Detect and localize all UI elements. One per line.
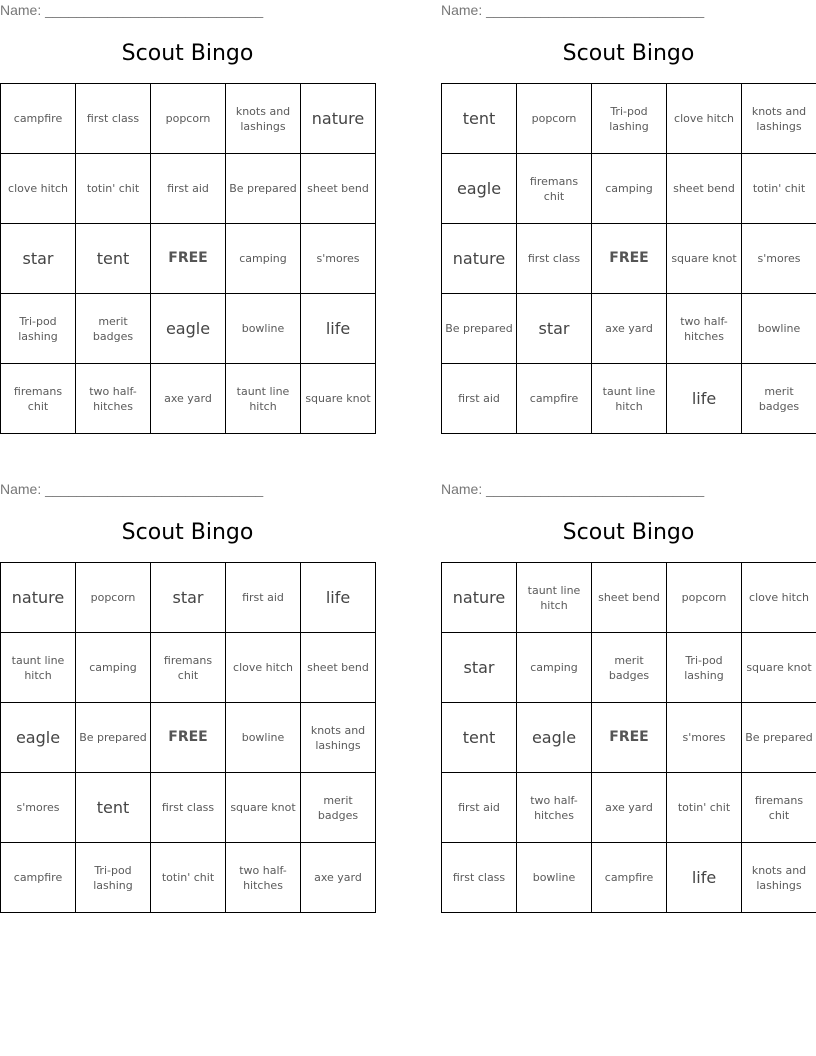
bingo-cell-text: Be prepared <box>445 322 513 335</box>
bingo-cell-text: nature <box>452 249 506 268</box>
bingo-cell-text: first aid <box>458 801 500 814</box>
bingo-cell-text: square knot <box>671 252 737 265</box>
bingo-cell-text: star <box>22 249 54 268</box>
bingo-cell-text: axe yard <box>605 322 653 335</box>
bingo-cell-text: camping <box>530 661 578 674</box>
bingo-cell-text: Tri-pod lashing <box>93 863 133 892</box>
bingo-row <box>442 364 816 434</box>
bingo-cell-text: FREE <box>168 250 208 266</box>
bingo-cell-text: clove hitch <box>233 661 293 674</box>
bingo-cell-text: star <box>172 588 204 607</box>
bingo-cell-text: axe yard <box>164 392 212 405</box>
bingo-row <box>442 224 816 294</box>
bingo-cell[interactable] <box>742 843 816 913</box>
bingo-cell[interactable] <box>76 224 151 294</box>
bingo-cell[interactable] <box>226 154 301 224</box>
bingo-cell[interactable] <box>151 703 226 773</box>
bingo-cell-text: firemans chit <box>529 174 579 203</box>
bingo-cell[interactable] <box>517 84 592 154</box>
bingo-cell[interactable] <box>301 563 376 633</box>
bingo-cell-text: FREE <box>609 250 649 266</box>
bingo-cell[interactable] <box>1 294 76 364</box>
bingo-cell-text: axe yard <box>314 871 362 884</box>
bingo-cell-text: campfire <box>604 871 654 884</box>
bingo-cell-text: camping <box>89 661 137 674</box>
bingo-cell-text: star <box>463 658 495 677</box>
bingo-cell-text: firemans chit <box>754 793 804 822</box>
bingo-cell-text: nature <box>311 109 365 128</box>
bingo-cell-text: life <box>325 588 351 607</box>
bingo-cell-text: tent <box>462 728 496 747</box>
bingo-cell-text: FREE <box>168 729 208 745</box>
bingo-cell[interactable] <box>76 364 151 434</box>
bingo-cell-text: sheet bend <box>598 591 660 604</box>
bingo-cell[interactable] <box>742 703 816 773</box>
bingo-cell-text: eagle <box>531 728 577 747</box>
bingo-cell[interactable] <box>226 773 301 843</box>
bingo-cell[interactable] <box>151 294 226 364</box>
bingo-cell[interactable] <box>592 843 667 913</box>
bingo-cell[interactable] <box>301 703 376 773</box>
bingo-cell[interactable] <box>1 224 76 294</box>
bingo-cell-text: sheet bend <box>307 661 369 674</box>
bingo-cell-text: first class <box>527 252 581 265</box>
bingo-grid <box>0 83 376 434</box>
bingo-cell[interactable] <box>226 843 301 913</box>
bingo-cell-text: firemans chit <box>13 384 63 413</box>
bingo-cell[interactable] <box>592 563 667 633</box>
bingo-cell[interactable] <box>151 773 226 843</box>
bingo-cell-text: s'mores <box>16 801 60 814</box>
bingo-cell-text: knots and lashings <box>310 723 366 752</box>
card-title: Scout Bingo <box>562 520 695 545</box>
bingo-cell-text: square knot <box>230 801 296 814</box>
bingo-cell[interactable] <box>226 633 301 703</box>
bingo-grid <box>441 83 816 434</box>
bingo-cell[interactable] <box>442 633 517 703</box>
bingo-cell[interactable] <box>592 224 667 294</box>
bingo-cell-text: totin' chit <box>752 182 806 195</box>
bingo-cell[interactable] <box>592 294 667 364</box>
bingo-cell-text: camping <box>605 182 653 195</box>
bingo-cell[interactable] <box>442 154 517 224</box>
bingo-cell[interactable] <box>442 563 517 633</box>
bingo-cell[interactable] <box>742 224 816 294</box>
bingo-cell[interactable] <box>517 843 592 913</box>
bingo-cell-text: Tri-pod lashing <box>609 104 649 133</box>
bingo-cell[interactable] <box>742 633 816 703</box>
bingo-cell[interactable] <box>517 563 592 633</box>
bingo-cell-text: s'mores <box>682 731 726 744</box>
bingo-row <box>1 154 376 224</box>
bingo-cell-text: nature <box>11 588 65 607</box>
bingo-cell[interactable] <box>592 84 667 154</box>
bingo-row <box>442 843 816 913</box>
bingo-cell[interactable] <box>517 364 592 434</box>
bingo-cell[interactable] <box>76 154 151 224</box>
bingo-cell[interactable] <box>1 563 76 633</box>
bingo-cell-text: square knot <box>305 392 371 405</box>
bingo-row <box>442 703 816 773</box>
bingo-cell[interactable] <box>517 703 592 773</box>
bingo-row <box>1 224 376 294</box>
bingo-cell-text: first aid <box>167 182 209 195</box>
bingo-row <box>442 633 816 703</box>
bingo-cell-text: Be prepared <box>745 731 813 744</box>
bingo-grid <box>441 562 816 913</box>
bingo-cell-text: Tri-pod lashing <box>684 653 724 682</box>
bingo-cell-text: FREE <box>609 729 649 745</box>
bingo-cell[interactable] <box>151 154 226 224</box>
bingo-cell-text: two half-hitches <box>530 793 578 822</box>
bingo-cell[interactable] <box>1 364 76 434</box>
bingo-cell[interactable] <box>301 294 376 364</box>
bingo-cell[interactable] <box>517 154 592 224</box>
bingo-cell[interactable] <box>1 633 76 703</box>
bingo-cell-text: bowline <box>241 731 285 744</box>
bingo-cell-text: first aid <box>242 591 284 604</box>
bingo-cell[interactable] <box>592 633 667 703</box>
bingo-cell[interactable] <box>742 364 816 434</box>
bingo-cell[interactable] <box>517 633 592 703</box>
bingo-cell[interactable] <box>301 364 376 434</box>
bingo-cell-text: first aid <box>458 392 500 405</box>
bingo-cell-text: bowline <box>241 322 285 335</box>
bingo-cell-text: merit badges <box>758 384 800 413</box>
bingo-cell-text: first class <box>161 801 215 814</box>
bingo-cell[interactable] <box>517 224 592 294</box>
bingo-cell-text: two half-hitches <box>680 314 728 343</box>
bingo-row <box>1 773 376 843</box>
bingo-cell[interactable] <box>1 154 76 224</box>
bingo-cell-text: axe yard <box>605 801 653 814</box>
bingo-cell-text: popcorn <box>165 112 211 125</box>
bingo-row <box>1 703 376 773</box>
bingo-cell-text: first class <box>86 112 140 125</box>
bingo-cell[interactable] <box>592 703 667 773</box>
bingo-cell-text: Be prepared <box>79 731 147 744</box>
name-field[interactable]: Name: ____________________________ <box>0 2 264 18</box>
bingo-cell[interactable] <box>301 84 376 154</box>
bingo-cell[interactable] <box>1 703 76 773</box>
bingo-cell-text: two half-hitches <box>89 384 137 413</box>
bingo-cell-text: totin' chit <box>161 871 215 884</box>
bingo-cell[interactable] <box>151 843 226 913</box>
bingo-cell-text: Be prepared <box>229 182 297 195</box>
bingo-row <box>1 294 376 364</box>
bingo-cell[interactable] <box>151 633 226 703</box>
bingo-row <box>1 633 376 703</box>
bingo-cell-text: tent <box>96 798 130 817</box>
card-title: Scout Bingo <box>562 41 695 66</box>
bingo-cell-text: life <box>325 319 351 338</box>
bingo-cell[interactable] <box>151 563 226 633</box>
bingo-cell[interactable] <box>442 773 517 843</box>
bingo-grid <box>0 562 376 913</box>
bingo-cell[interactable] <box>742 294 816 364</box>
bingo-cell-text: merit badges <box>317 793 359 822</box>
bingo-cell[interactable] <box>151 84 226 154</box>
bingo-cell-text: two half-hitches <box>239 863 287 892</box>
bingo-cell[interactable] <box>442 703 517 773</box>
bingo-cell-text: popcorn <box>531 112 577 125</box>
bingo-cell[interactable] <box>667 294 742 364</box>
bingo-cell[interactable] <box>667 843 742 913</box>
bingo-cell-text: life <box>691 389 717 408</box>
bingo-cell-text: life <box>691 868 717 887</box>
bingo-row <box>442 563 816 633</box>
bingo-cell[interactable] <box>592 154 667 224</box>
bingo-cell-text: popcorn <box>681 591 727 604</box>
bingo-cell[interactable] <box>226 563 301 633</box>
bingo-cell-text: clove hitch <box>749 591 809 604</box>
bingo-cell-text: bowline <box>757 322 801 335</box>
name-field[interactable]: Name: ____________________________ <box>441 481 705 497</box>
bingo-row <box>1 843 376 913</box>
bingo-cell[interactable] <box>667 84 742 154</box>
bingo-row <box>442 84 816 154</box>
bingo-cell-text: first class <box>452 871 506 884</box>
bingo-cell-text: eagle <box>165 319 211 338</box>
bingo-cell[interactable] <box>667 563 742 633</box>
bingo-row <box>1 563 376 633</box>
bingo-cell-text: square knot <box>746 661 812 674</box>
bingo-cell[interactable] <box>592 773 667 843</box>
bingo-cell-text: tent <box>96 249 130 268</box>
bingo-cell[interactable] <box>76 563 151 633</box>
bingo-cell-text: bowline <box>532 871 576 884</box>
bingo-cell[interactable] <box>76 773 151 843</box>
bingo-cell-text: taunt line hitch <box>602 384 656 413</box>
bingo-cell[interactable] <box>76 84 151 154</box>
bingo-cell[interactable] <box>667 773 742 843</box>
bingo-cell-text: s'mores <box>757 252 801 265</box>
bingo-row <box>1 364 376 434</box>
bingo-cell-text: nature <box>452 588 506 607</box>
bingo-cell[interactable] <box>667 364 742 434</box>
bingo-cell-text: merit badges <box>92 314 134 343</box>
bingo-cell[interactable] <box>226 294 301 364</box>
bingo-cell-text: campfire <box>13 112 63 125</box>
bingo-cell-text: totin' chit <box>86 182 140 195</box>
bingo-cell[interactable] <box>226 224 301 294</box>
card-title: Scout Bingo <box>121 520 254 545</box>
bingo-cell[interactable] <box>151 364 226 434</box>
bingo-cell[interactable] <box>742 773 816 843</box>
bingo-cell-text: tent <box>462 109 496 128</box>
bingo-cell-text: campfire <box>529 392 579 405</box>
bingo-row <box>442 294 816 364</box>
bingo-cell[interactable] <box>1 843 76 913</box>
bingo-row <box>442 773 816 843</box>
bingo-cell-text: totin' chit <box>677 801 731 814</box>
bingo-cell[interactable] <box>742 563 816 633</box>
bingo-cell[interactable] <box>76 633 151 703</box>
bingo-cell[interactable] <box>742 84 816 154</box>
bingo-cell-text: taunt line hitch <box>11 653 65 682</box>
bingo-cell-text: star <box>538 319 570 338</box>
bingo-cell-text: merit badges <box>608 653 650 682</box>
name-field[interactable]: Name: ____________________________ <box>441 2 705 18</box>
bingo-cell[interactable] <box>76 703 151 773</box>
card-title: Scout Bingo <box>121 41 254 66</box>
bingo-cell-text: eagle <box>456 179 502 198</box>
bingo-cell[interactable] <box>301 843 376 913</box>
bingo-cell-text: clove hitch <box>8 182 68 195</box>
bingo-cell-text: knots and lashings <box>751 863 807 892</box>
bingo-cell[interactable] <box>1 773 76 843</box>
bingo-cell[interactable] <box>151 224 226 294</box>
bingo-cell[interactable] <box>301 633 376 703</box>
bingo-cell-text: knots and lashings <box>751 104 807 133</box>
bingo-cell-text: sheet bend <box>673 182 735 195</box>
name-field[interactable]: Name: ____________________________ <box>0 481 264 497</box>
bingo-cell-text: Tri-pod lashing <box>18 314 58 343</box>
bingo-cell-text: taunt line hitch <box>236 384 290 413</box>
bingo-cell[interactable] <box>517 773 592 843</box>
bingo-cell[interactable] <box>76 294 151 364</box>
bingo-cell[interactable] <box>1 84 76 154</box>
bingo-cell-text: campfire <box>13 871 63 884</box>
bingo-cell[interactable] <box>667 633 742 703</box>
bingo-cell[interactable] <box>442 294 517 364</box>
bingo-cell-text: clove hitch <box>674 112 734 125</box>
bingo-cell-text: knots and lashings <box>235 104 291 133</box>
bingo-cell-text: taunt line hitch <box>527 583 581 612</box>
bingo-cell[interactable] <box>76 843 151 913</box>
bingo-cell[interactable] <box>226 703 301 773</box>
bingo-cell[interactable] <box>301 224 376 294</box>
bingo-cell[interactable] <box>742 154 816 224</box>
bingo-cell[interactable] <box>442 224 517 294</box>
bingo-cell[interactable] <box>442 84 517 154</box>
bingo-row <box>1 84 376 154</box>
bingo-cell[interactable] <box>301 773 376 843</box>
bingo-cell-text: camping <box>239 252 287 265</box>
bingo-cell[interactable] <box>301 154 376 224</box>
bingo-cell[interactable] <box>442 364 517 434</box>
bingo-row <box>442 154 816 224</box>
bingo-cell-text: s'mores <box>316 252 360 265</box>
bingo-cell-text: popcorn <box>90 591 136 604</box>
bingo-cell-text: sheet bend <box>307 182 369 195</box>
bingo-cell[interactable] <box>226 84 301 154</box>
bingo-cell[interactable] <box>667 224 742 294</box>
bingo-cell[interactable] <box>442 843 517 913</box>
bingo-cell[interactable] <box>226 364 301 434</box>
bingo-cell[interactable] <box>517 294 592 364</box>
bingo-cell[interactable] <box>667 703 742 773</box>
bingo-cell[interactable] <box>592 364 667 434</box>
bingo-cell-text: eagle <box>15 728 61 747</box>
bingo-cell-text: firemans chit <box>163 653 213 682</box>
bingo-cell[interactable] <box>667 154 742 224</box>
